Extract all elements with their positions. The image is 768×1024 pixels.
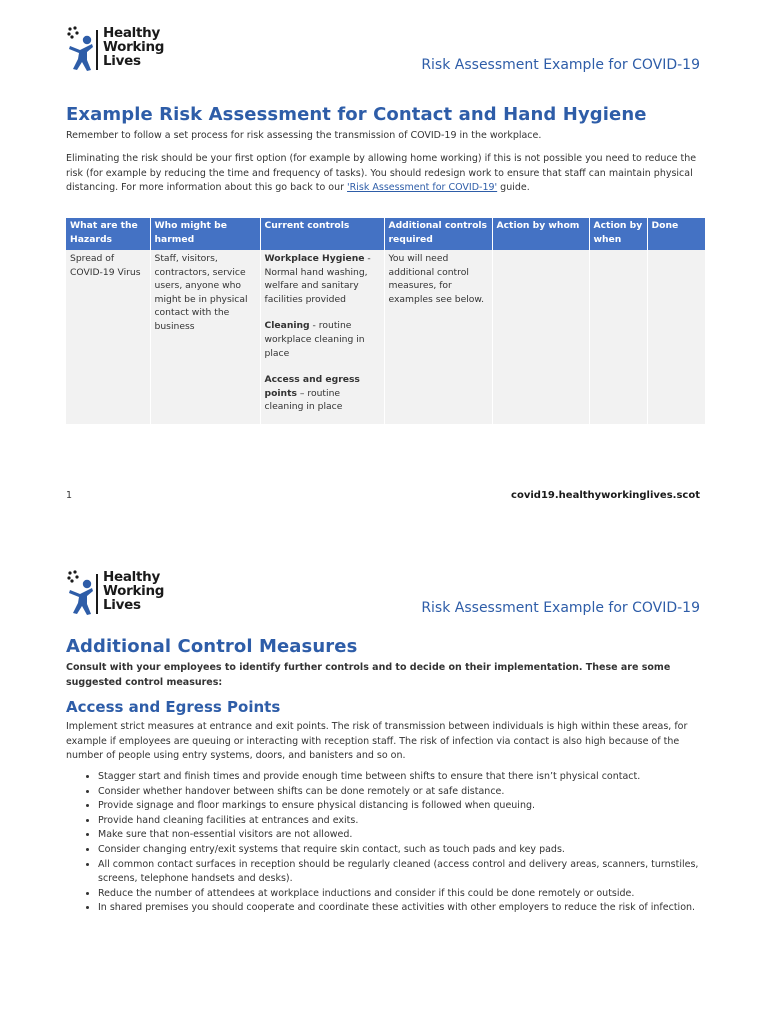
consult-text: Consult with your employees to identify further controls and to decide on their implementation. These are some suggested control measures: — [66, 662, 671, 688]
control-item: Access and egress points – routine cleaning in place — [264, 374, 360, 413]
intro-text: Remember to follow a set process for risk assessing the transmission of COVID-19 in the workplace. — [66, 130, 542, 141]
list-item: • Provide hand cleaning facilities at entrances and exits. — [98, 814, 706, 829]
cell-additional-controls: You will need additional control measures, for examples see below. — [384, 250, 492, 424]
section-heading: Additional Control Measures — [66, 636, 358, 657]
risk-assessment-table — [66, 218, 705, 424]
control-item: Cleaning - routine workplace cleaning in place — [264, 320, 365, 359]
col-header-done: Done — [647, 218, 705, 250]
list-item: • Provide signage and floor markings to ensure physical distancing is followed when queuing. — [98, 799, 706, 814]
risk-assessment-guide-link[interactable]: 'Risk Assessment for COVID-19' — [347, 182, 498, 193]
list-item: • Make sure that non-essential visitors are not allowed. — [98, 828, 706, 843]
page-heading: Example Risk Assessment for Contact and Hand Hygiene — [66, 104, 647, 125]
document-title: Risk Assessment Example for COVID-19 — [421, 600, 700, 616]
footer-url: covid19.healthyworkinglives.scot — [511, 490, 700, 501]
cell-action-by-whom — [492, 250, 589, 424]
table-header-row — [66, 218, 705, 250]
col-header-action-by-whom: Action by whom — [492, 218, 589, 250]
healthy-working-lives-logo — [66, 570, 176, 618]
list-item: • In shared premises you should cooperate and coordinate these activities with other employers to reduce the risk of infection. — [98, 901, 706, 916]
col-header-current-controls: Current controls — [260, 218, 384, 250]
logo-wordmark: Healthy Working Lives — [103, 569, 165, 613]
logo-divider — [96, 574, 98, 614]
cell-action-by-when — [589, 250, 647, 424]
page-number: 1 — [66, 490, 73, 501]
logo-figure-icon — [66, 570, 96, 616]
logo-wordmark: Healthy Working Lives — [103, 25, 165, 69]
access-egress-paragraph: Implement strict measures at entrance and exit points. The risk of transmission between individuals is high within these areas, for example if employees are queuing or interacting with reception staff. The risk of infection via contact is also high because of the number of people using entry systems, doors, and banisters and so on. — [66, 721, 688, 761]
guidance-paragraph: Eliminating the risk should be your first option (for example by allowing home working) if this is not possible you need to reduce the risk (for example by reducing the time and frequency of tasks). You should redesign work to ensure that staff can maintain physical distancing. For more information about this go back to our 'Risk Assessment for COVID-19' guide. — [66, 153, 697, 193]
control-measures-list — [66, 770, 706, 916]
cell-current-controls — [260, 250, 384, 424]
cell-hazard: Spread of COVID-19 Virus — [66, 250, 150, 424]
list-item: • All common contact surfaces in reception should be regularly cleaned (access control and delivery areas, scanners, turnstiles, screens, telephone handsets and desks). — [98, 858, 706, 887]
list-item: • Consider whether handover between shifts can be done remotely or at safe distance. — [98, 785, 706, 800]
cell-harmed: Staff, visitors, contractors, service users, anyone who might be in physical contact with the business — [150, 250, 260, 424]
list-item: • Consider changing entry/exit systems that require skin contact, such as touch pads and key pads. — [98, 843, 706, 858]
col-header-additional-controls: Additional controls required — [384, 218, 492, 250]
table-row — [66, 250, 705, 424]
col-header-hazards: What are the Hazards — [66, 218, 150, 250]
document-title: Risk Assessment Example for COVID-19 — [421, 57, 700, 73]
list-item: • Stagger start and finish times and provide enough time between shifts to ensure that there isn’t physical contact. — [98, 770, 706, 785]
list-item: • Reduce the number of attendees at workplace inductions and consider if this could be done remotely or outside. — [98, 887, 706, 902]
logo-divider — [96, 30, 98, 70]
col-header-action-by-when: Action by when — [589, 218, 647, 250]
control-item: Workplace Hygiene - Normal hand washing, welfare and sanitary facilities provided — [264, 253, 371, 305]
col-header-harmed: Who might be harmed — [150, 218, 260, 250]
logo-figure-icon — [66, 26, 96, 72]
subsection-heading: Access and Egress Points — [66, 698, 281, 716]
healthy-working-lives-logo — [66, 26, 176, 74]
cell-done — [647, 250, 705, 424]
